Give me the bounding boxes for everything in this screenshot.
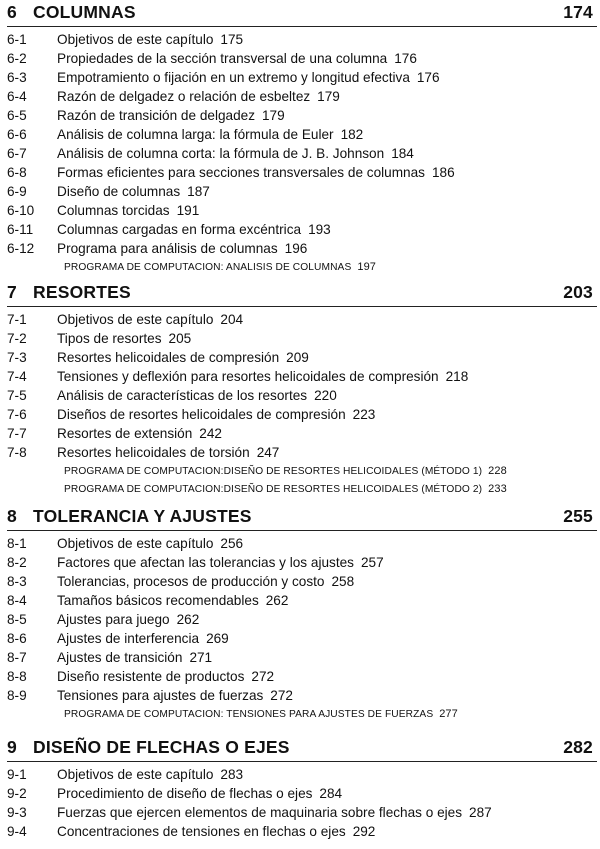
chapter-number: 7 — [7, 282, 17, 302]
entry-title-text: Procedimiento de diseño de flechas o ejes — [57, 786, 313, 801]
section-entry — [7, 144, 597, 163]
section-title — [57, 220, 331, 239]
section-entry — [7, 49, 597, 68]
entry-title-text: Resortes helicoidales de torsión — [57, 445, 250, 460]
section-list — [7, 534, 597, 723]
program-entry — [7, 705, 597, 723]
entry-page-number: 196 — [284, 241, 308, 256]
section-title — [57, 329, 191, 348]
entry-title-text: Tolerancias, procesos de producción y costo — [57, 574, 325, 589]
section-entry — [7, 667, 597, 686]
entry-title-text: Ajustes para juego — [57, 612, 170, 627]
chapter-page-number: 174 — [563, 2, 593, 22]
section-entry — [7, 424, 597, 443]
section-entry — [7, 405, 597, 424]
section-title — [57, 106, 285, 125]
entry-page-number: 204 — [220, 312, 244, 327]
section-title — [57, 310, 243, 329]
section-entry — [7, 163, 597, 182]
section-number: 6-12 — [7, 241, 35, 256]
entry-page-number: 186 — [431, 165, 455, 180]
entry-page-number: 256 — [220, 536, 244, 551]
chapter-heading — [7, 504, 597, 531]
program-title — [64, 705, 458, 724]
section-title — [57, 610, 199, 629]
chapter-page-number: 203 — [563, 282, 593, 302]
entry-page-number: 284 — [319, 786, 343, 801]
section-entry — [7, 686, 597, 705]
section-entry — [7, 87, 597, 106]
entry-title-text: Programa para análisis de columnas — [57, 241, 278, 256]
section-number: 8-2 — [7, 555, 27, 570]
section-title — [57, 591, 288, 610]
section-title — [57, 144, 414, 163]
section-title — [57, 629, 229, 648]
chapter-9 — [7, 735, 597, 841]
section-entry — [7, 125, 597, 144]
entry-page-number: 175 — [220, 32, 244, 47]
section-entry — [7, 201, 597, 220]
entry-title-text: Formas eficientes para secciones transversales de columnas — [57, 165, 425, 180]
entry-title-text: Empotramiento o fijación en un extremo y longitud efectiva — [57, 70, 410, 85]
section-number: 8-9 — [7, 688, 27, 703]
entry-page-number: 182 — [340, 127, 364, 142]
entry-title-text: PROGRAMA DE COMPUTACION:DISEÑO DE RESORTES HELICOIDALES (MÉTODO 1) — [64, 466, 483, 477]
chapter-number: 9 — [7, 737, 17, 757]
entry-title-text: Fuerzas que ejercen elementos de maquinaria sobre flechas o ejes — [57, 805, 463, 820]
section-title — [57, 534, 243, 553]
section-title — [57, 443, 279, 462]
section-entry — [7, 443, 597, 462]
section-title — [57, 553, 384, 572]
entry-page-number: 269 — [206, 631, 229, 646]
entry-title-text: Objetivos de este capítulo — [57, 32, 214, 47]
chapter-7 — [7, 280, 597, 498]
section-number: 6-1 — [7, 32, 27, 47]
program-entry — [7, 480, 597, 498]
entry-title-text: Objetivos de este capítulo — [57, 312, 214, 327]
entry-title-text: Objetivos de este capítulo — [57, 767, 214, 782]
entry-page-number: 257 — [360, 555, 384, 570]
section-title — [57, 822, 375, 841]
entry-title-text: PROGRAMA DE COMPUTACION:DISEÑO DE RESORTES HELICOIDALES (MÉTODO 2) — [64, 484, 483, 495]
program-title — [64, 258, 376, 277]
section-entry — [7, 68, 597, 87]
section-title — [57, 163, 455, 182]
section-number: 8-5 — [7, 612, 27, 627]
section-number: 8-6 — [7, 631, 27, 646]
entry-page-number: 272 — [270, 688, 293, 703]
entry-title-text: Factores que afectan las tolerancias y los ajustes — [57, 555, 354, 570]
entry-title-text: Análisis de características de los resortes — [57, 388, 308, 403]
entry-title-text: Tensiones y deflexión para resortes helicoidales de compresión — [57, 369, 439, 384]
entry-title-text: Diseños de resortes helicoidales de compresión — [57, 407, 346, 422]
section-entry — [7, 348, 597, 367]
program-title — [64, 462, 507, 481]
section-number: 8-1 — [7, 536, 27, 551]
chapter-6 — [7, 0, 597, 276]
entry-page-number: 277 — [439, 708, 458, 720]
section-number: 6-3 — [7, 70, 27, 85]
chapter-number: 6 — [7, 2, 17, 22]
chapter-heading — [7, 0, 597, 27]
section-title — [57, 201, 199, 220]
section-number: 8-4 — [7, 593, 27, 608]
entry-title-text: Columnas torcidas — [57, 203, 170, 218]
section-entry — [7, 591, 597, 610]
section-entry — [7, 765, 597, 784]
entry-title-text: Tamaños básicos recomendables — [57, 593, 259, 608]
section-title — [57, 49, 417, 68]
section-entry — [7, 386, 597, 405]
section-title — [57, 648, 212, 667]
section-entry — [7, 648, 597, 667]
section-title — [57, 803, 492, 822]
section-number: 6-10 — [7, 203, 35, 218]
section-number: 7-8 — [7, 445, 27, 460]
chapter-8 — [7, 504, 597, 723]
section-number: 9-4 — [7, 824, 27, 839]
chapter-heading — [7, 280, 597, 307]
section-entry — [7, 220, 597, 239]
entry-page-number: 193 — [308, 222, 331, 237]
chapter-number: 8 — [7, 506, 17, 526]
section-number: 9-3 — [7, 805, 27, 820]
section-number: 7-7 — [7, 426, 27, 441]
section-entry — [7, 803, 597, 822]
section-number: 7-3 — [7, 350, 27, 365]
entry-page-number: 197 — [357, 261, 377, 273]
entry-title-text: Diseño resistente de productos — [57, 669, 245, 684]
entry-title-text: Columnas cargadas en forma excéntrica — [57, 222, 302, 237]
chapter-heading — [7, 735, 597, 762]
entry-page-number: 262 — [265, 593, 289, 608]
entry-title-text: Diseño de columnas — [57, 184, 181, 199]
section-number: 7-4 — [7, 369, 27, 384]
entry-page-number: 179 — [317, 89, 340, 104]
program-title — [64, 480, 507, 499]
entry-page-number: 242 — [199, 426, 222, 441]
entry-title-text: Ajustes de interferencia — [57, 631, 200, 646]
section-title — [57, 239, 307, 258]
entry-title-text: Ajustes de transición — [57, 650, 183, 665]
chapter-title: COLUMNAS — [33, 2, 136, 22]
section-entry — [7, 629, 597, 648]
section-entry — [7, 106, 597, 125]
section-title — [57, 68, 440, 87]
section-title — [57, 125, 363, 144]
section-title — [57, 686, 293, 705]
section-number: 6-9 — [7, 184, 27, 199]
entry-page-number: 223 — [352, 407, 376, 422]
section-title — [57, 424, 222, 443]
section-list — [7, 310, 597, 498]
section-title — [57, 386, 337, 405]
section-title — [57, 667, 274, 686]
entry-page-number: 272 — [251, 669, 275, 684]
entry-page-number: 209 — [286, 350, 309, 365]
section-list — [7, 30, 597, 276]
entry-title-text: Concentraciones de tensiones en flechas o ejes — [57, 824, 346, 839]
chapter-title: DISEÑO DE FLECHAS O EJES — [33, 737, 290, 757]
section-title — [57, 30, 243, 49]
entry-title-text: PROGRAMA DE COMPUTACION: TENSIONES PARA AJUSTES DE FUERZAS — [64, 709, 434, 720]
entry-page-number: 187 — [187, 184, 210, 199]
entry-page-number: 262 — [176, 612, 200, 627]
section-number: 6-6 — [7, 127, 27, 142]
entry-title-text: Resortes de extensión — [57, 426, 193, 441]
section-entry — [7, 367, 597, 386]
chapter-title: RESORTES — [33, 282, 131, 302]
chapter-page-number: 282 — [563, 737, 593, 757]
entry-page-number: 247 — [256, 445, 280, 460]
entry-page-number: 176 — [394, 51, 417, 66]
section-number: 7-6 — [7, 407, 27, 422]
section-number: 9-1 — [7, 767, 27, 782]
entry-page-number: 179 — [262, 108, 285, 123]
chapter-page-number: 255 — [563, 506, 593, 526]
entry-page-number: 271 — [189, 650, 213, 665]
entry-page-number: 218 — [445, 369, 469, 384]
entry-title-text: PROGRAMA DE COMPUTACION: ANALISIS DE COLUMNAS — [64, 262, 352, 273]
section-title — [57, 87, 340, 106]
entry-title-text: Análisis de columna corta: la fórmula de J. B. Johnson — [57, 146, 385, 161]
section-number: 6-2 — [7, 51, 27, 66]
entry-page-number: 228 — [488, 465, 507, 477]
section-entry — [7, 30, 597, 49]
section-entry — [7, 534, 597, 553]
entry-page-number: 258 — [331, 574, 355, 589]
program-entry — [7, 258, 597, 276]
section-entry — [7, 310, 597, 329]
section-number: 7-5 — [7, 388, 27, 403]
section-number: 6-4 — [7, 89, 27, 104]
entry-title-text: Tensiones para ajustes de fuerzas — [57, 688, 264, 703]
section-number: 6-7 — [7, 146, 27, 161]
section-title — [57, 572, 354, 591]
section-title — [57, 348, 309, 367]
section-title — [57, 405, 375, 424]
entry-page-number: 205 — [168, 331, 192, 346]
section-number: 7-2 — [7, 331, 27, 346]
chapter-title: TOLERANCIA Y AJUSTES — [33, 506, 252, 526]
section-title — [57, 182, 210, 201]
section-title — [57, 784, 342, 803]
section-entry — [7, 610, 597, 629]
entry-title-text: Razón de delgadez o relación de esbeltez — [57, 89, 311, 104]
section-entry — [7, 572, 597, 591]
entry-page-number: 287 — [469, 805, 492, 820]
section-number: 9-2 — [7, 786, 27, 801]
section-entry — [7, 329, 597, 348]
entry-page-number: 184 — [391, 146, 414, 161]
section-entry — [7, 784, 597, 803]
section-number: 8-8 — [7, 669, 27, 684]
section-number: 7-1 — [7, 312, 27, 327]
entry-title-text: Objetivos de este capítulo — [57, 536, 214, 551]
section-list — [7, 765, 597, 841]
section-entry — [7, 553, 597, 572]
entry-page-number: 220 — [314, 388, 337, 403]
section-number: 8-7 — [7, 650, 27, 665]
entry-title-text: Análisis de columna larga: la fórmula de Euler — [57, 127, 334, 142]
section-title — [57, 765, 243, 784]
entry-page-number: 283 — [220, 767, 244, 782]
entry-title-text: Resortes helicoidales de compresión — [57, 350, 280, 365]
section-number: 6-11 — [7, 222, 34, 237]
section-entry — [7, 239, 597, 258]
entry-page-number: 191 — [176, 203, 200, 218]
entry-page-number: 176 — [416, 70, 440, 85]
entry-title-text: Razón de transición de delgadez — [57, 108, 255, 123]
section-number: 6-8 — [7, 165, 27, 180]
entry-page-number: 233 — [488, 483, 507, 495]
section-number: 6-5 — [7, 108, 27, 123]
entry-title-text: Propiedades de la sección transversal de una columna — [57, 51, 388, 66]
section-title — [57, 367, 468, 386]
section-number: 8-3 — [7, 574, 27, 589]
program-entry — [7, 462, 597, 480]
section-entry — [7, 822, 597, 841]
entry-page-number: 292 — [352, 824, 376, 839]
section-entry — [7, 182, 597, 201]
entry-title-text: Tipos de resortes — [57, 331, 162, 346]
